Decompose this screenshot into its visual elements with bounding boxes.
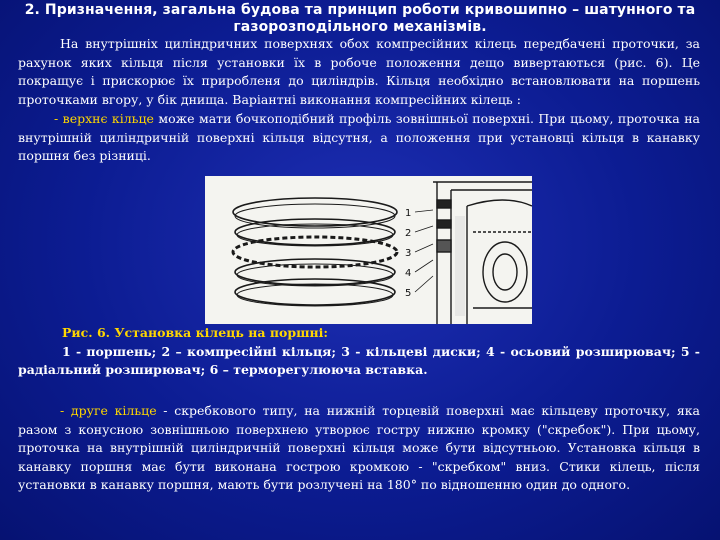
figure-label-5: 5: [405, 288, 412, 299]
piston-section-drawing: [433, 182, 532, 324]
top-ring-text: може мати бочкоподібний профіль зовнішньої поверхні. При цьому, проточка на внутрішній циліндричній поверхні кільця відсутня, а положення при установці кільця в канавку поршня без різниці.: [18, 111, 700, 164]
figure-label-3: 3: [405, 248, 412, 259]
figure-label-4: 4: [405, 268, 412, 279]
caption-title: Рис. 6. Установка кілець на поршні:: [62, 325, 329, 340]
figure-piston-rings: [205, 176, 532, 324]
figure-label-1: 1: [405, 208, 412, 219]
second-ring-lead: - друге кільце: [60, 403, 157, 418]
figure-caption: [18, 324, 700, 380]
piston-rings-drawing: [205, 176, 532, 324]
second-ring-text: - скребкового типу, на нижній торцевій поверхні має кільцеву проточку, яка разом з конусною зовнішньою поверхнею утворює гостру нижню кромку ("скребок"). При цьому, проточка на внутрішній циліндричній поверхні кільця може бути відсутньою. Установка кільця в канавку поршня має бути виконана гострою кромкою - "скребком" вниз. Стики кілець, після установки в канавку поршня, мають бути розлучені на 180° по відношенню один до одного.: [18, 403, 700, 493]
figure-label-2: 2: [405, 228, 412, 239]
paragraph-rings-grooves: На внутрішніх циліндричних поверхнях обох компресійних кілець передбачені проточки, за рахунок яких кільця після установки їх в робоче положення дещо вивертаються (рис. 6). Це покращує і прискорює їх приробленя до циліндрів. Кільця необхідно встановлювати на поршень проточками вгору, у бік днища. Варіантні виконання компресійних кілець :: [18, 36, 700, 107]
caption-body: 1 - поршень; 2 – компресійні кільця; 3 - кільцеві диски; 4 - осьовий розширювач; 5 - радіальний розширювач; 6 – терморегулююча вставка.: [18, 343, 700, 378]
paragraph-top-ring: [18, 110, 700, 166]
ring-1-drawing: [233, 198, 397, 226]
slide-title: 2. Призначення, загальна будова та принцип роботи кривошипно – шатунного та газорозподільного механізмів.: [24, 2, 696, 35]
paragraph-second-ring: [18, 402, 700, 495]
ring-3-drawing: [235, 259, 395, 285]
ring-4-drawing: [235, 279, 395, 305]
top-ring-lead: - верхнє кільце: [54, 111, 154, 126]
